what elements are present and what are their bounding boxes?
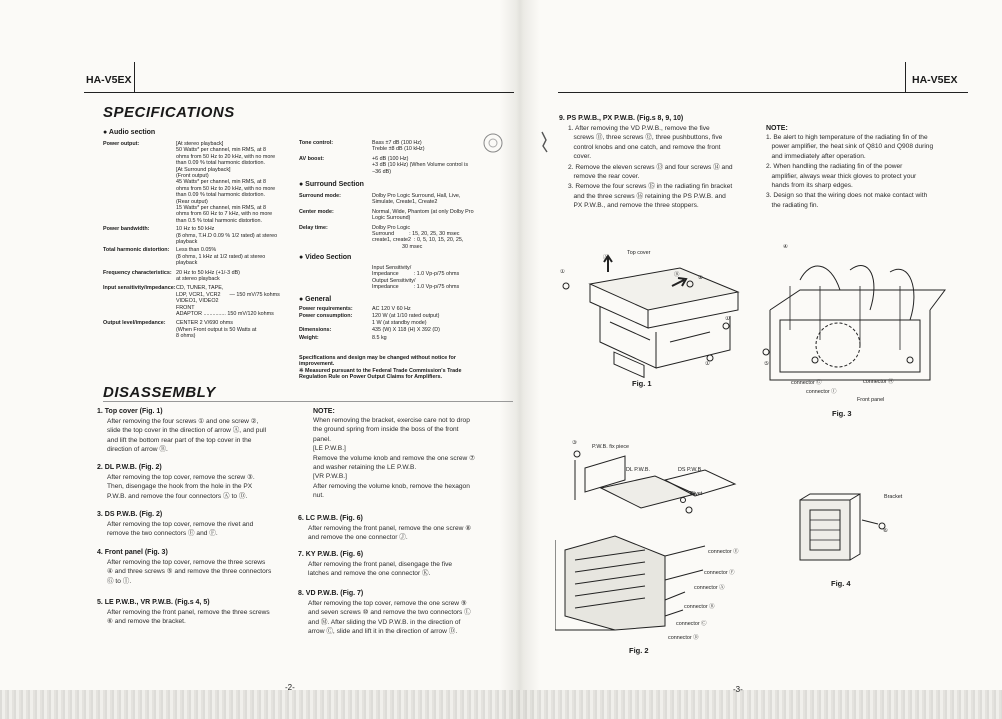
list-item: 1. After removing the VD P.W.B., remove the five screws ⑪, three screws ⑫, three pushbuttons, five control knobs and one catch, and remove the front cover. [568,125,723,161]
step-body: After removing the front panel, remove the three screws ⑥ and remove the bracket. [107,609,270,626]
step-body: After removing the top cover, remove the rivet and remove the two connectors Ⓔ and Ⓕ. [107,521,254,538]
spec-label: Power output: [103,141,140,147]
fig1-callout-1b: ① [725,316,730,322]
specifications-title: SPECIFICATIONS [103,104,235,121]
left-page-number: -2- [285,683,295,692]
disassembly-rule [103,401,513,402]
fig3-callout-4: ④ [783,244,788,250]
fig2-callout-3: ③ [572,440,577,446]
fig1-caption: Fig. 1 [632,379,652,388]
step-heading: 2. DL P.W.B. (Fig. 2) [97,464,162,471]
step-heading: 4. Front panel (Fig. 3) [97,549,168,556]
list-item: 2. When handling the radiating fin of the power amplifier, always wear thick gloves to protect your hands from its sharp edges. [766,163,917,189]
spec-value: +6 dB (100 Hz) +3 dB (10 kHz) (When Volume control is −36 dB) [372,155,469,175]
spec-value: CD, TUNER, TAPE, LDP, VCR1, VCR2 — 150 mV/75 kohms VIDEO1, VIDEO2 FRONT ADAPTOR ............... 150 mV/120 kohms [176,285,280,318]
spec-value: Bass ±7 dB (100 Hz) Treble ±8 dB (10 kHz) [372,140,425,153]
fig2-ds-pwb-label: DS P.W.B. [678,467,703,473]
spec-value: 10 Hz to 50 kHz (8 ohms, T.H.D 0.09 % 1/2 rated) at stereo playback [176,226,278,245]
spec-value: Less than 0.05% (8 ohms, 1 kHz at 1/2 rated) at stereo playback [176,247,266,267]
disassembly-title: DISASSEMBLY [103,384,216,401]
step-heading: 1. Top cover (Fig. 1) [97,408,163,415]
fig2-connector-b-label: connector Ⓑ [684,604,715,610]
fig3-front-panel-label: Front panel [857,397,885,403]
spec-value: 20 Hz to 50 kHz (+1/-3 dB) at stereo playback [176,269,240,282]
fig3-connector-g-label: connector Ⓖ [791,380,822,386]
spec-label: AV boost: [299,155,325,162]
fig1-callout-2: ② [698,275,703,281]
general-section-heading: ● General [299,296,332,303]
list-item: 3. Design so that the wiring does not make contact with the radiating fin. [766,192,928,209]
binder-hole-mark [480,130,506,156]
left-header-rule [84,92,514,93]
fig2-connector-f-label: connector Ⓕ [704,570,735,576]
list-item: 3. Remove the four screws ⑮ in the radiating fin bracket and the three screws ⑯ retaining the PS P.W.B. and PX P.W.B., and remove the three stoppers. [568,183,733,210]
spec-value: Normal, Wide, Phantom (at only Dolby Pro Logic Surround) [372,208,474,222]
fig4-callout-6: ⑥ [883,528,888,534]
list-item: 1. Be alert to high temperature of the radiating fin of the power amplifier, the heat sink of Q810 and Q908 during and immediately after operation. [766,134,934,160]
step-body: After removing the top cover, remove the one screw ⑨ and seven screws ⑩ and remove the two connectors Ⓛ and Ⓜ. After sliding the VD P.W.B. in the direction of arrow Ⓒ, slide and lift it in the direction of arrow Ⓓ. [308,600,471,636]
right-model-label: HA-V5EX [912,74,958,86]
spec-label: Input sensitivity/impedance: [103,285,176,292]
spec-label: Output level/impedance: [103,320,166,327]
step-body: After removing the front panel, remove the one screw ⑧ and remove the one connector Ⓙ. [308,525,472,542]
fig1-drawing [560,246,760,386]
fig1-callout-b: Ⓑ [674,272,680,278]
spec-value: AC 120 V 60 Hz [372,306,411,312]
left-model-label: HA-V5EX [86,74,132,86]
step-heading: 8. VD P.W.B. (Fig. 7) [298,590,364,597]
fig2-drawing [555,440,775,640]
step-body: After removing the top cover, remove the three screws ④ and three screws ⑤ and remove the three connectors Ⓖ to Ⓘ. [107,559,272,585]
right-note-heading: NOTE: [766,125,788,132]
spec-label: Delay time: [299,224,328,231]
page-spine [500,0,540,719]
list-item: 2. Remove the eleven screws ⑬ and four screws ⑭ and remove the rear cover. [568,163,733,180]
staple-mark [540,130,550,154]
scan-noise-strip [0,690,1002,719]
fig2-connector-e-label: connector Ⓔ [708,549,739,555]
fig3-drawing [760,250,950,400]
video-specs: Input Sensitivity/ Impedance : 1.0 Vp-p/75 ohms Output Sensitivity/ Impedance : 1.0 Vp-p/75 ohms [372,265,460,291]
spec-label: Power consumption: [299,313,353,320]
spec-label: Tone control: [299,140,334,146]
surround-section-heading: ● Surround Section [299,181,364,188]
fig3-caption: Fig. 3 [832,409,852,418]
fig2-connector-d-label: connector Ⓓ [668,635,699,641]
spec-label: Dimensions: [299,327,332,334]
spec-value: CENTER 2 V/690 ohms (When Front output is 50 Watts at 8 ohms) [176,320,257,340]
spec-label: Power requirements: [299,306,353,312]
audio-section-heading: ● Audio section [103,129,156,136]
spec-change-note: Specifications and design may be changed without notice for improvement. ※ Measured pursuant to the Federal Trade Commission's Trade Regulation Rule on Power Output Claims for Amplifiers. [299,355,462,381]
spec-value: [At stereo playback] 50 Watts* per channel, min RMS, at 8 ohms from 50 Hz to 20 kHz, with no more than 0.09 % total harmonic distortion. [At Surround playback] (Front output) 45 Watts* per channel, min RMS, at 8 ohms from 50 Hz to 20 kHz, with no more than 0.09 % total harmonic distortion. (Rear output) 15 Watts* per channel, min RMS, at 8 ohms from 60 Hz to 7 kHz, with no more than 0.5 % total harmonic distortion. [176,141,276,224]
video-section-heading: ● Video Section [299,254,352,261]
spec-value: Dolby Pro Logic Surround, Hall, Live, Simulate, Create1, Create2 [372,193,461,206]
step-body: After removing the front panel, disengage the five latches and remove the one connector Ⓚ. [308,561,453,578]
fig1-callout-a: Ⓐ [603,255,609,261]
fig1-callout-1a: ① [560,269,565,275]
right-page-number: -3- [733,685,743,694]
note-col2-body: When removing the bracket, exercise care not to drop the ground spring from inside the boss of the front panel. [LE P.W.B.] Remove the volume knob and remove the one screw ⑦ and washer retaining the LE P.W.B. [VR P.W.B.] After removing the volume knob, remove the hexagon nut. [313,417,476,500]
step-body: After removing the top cover, remove the screw ③. Then, disengage the hook from the hole in the PX P.W.B. and remove the four connectors Ⓐ to Ⓓ. [107,474,255,500]
fig3-connector-h-label: connector Ⓗ [863,379,894,385]
fig2-caption: Fig. 2 [629,646,649,655]
spec-value: 8.5 kg [372,334,387,341]
fig4-caption: Fig. 4 [831,579,851,588]
right-header-tick [905,62,906,93]
fig2-rivet-label: Rivet [690,491,703,497]
spec-label: Weight: [299,334,319,341]
spec-value: 120 W (at 1/10 rated output) 1 W (at standby mode) [372,313,440,326]
fig1-top-cover-label: Top cover [627,250,651,256]
step9-heading: 9. PS P.W.B., PX P.W.B. (Fig.s 8, 9, 10) [559,115,684,122]
note-col2-heading: NOTE: [313,408,335,415]
spec-label: Center mode: [299,208,334,215]
spec-label: Frequency characteristics: [103,269,172,276]
right-header-rule [558,92,968,93]
spec-value: Dolby Pro Logic Surround : 15, 20, 25, 30 msec create1, create2 : 0, 5, 10, 15, 20, 25, 30 msec [372,224,464,250]
step-body: After removing the four screws ① and one screw ②, slide the top cover in the direction of arrow Ⓐ, and pull and lift the bottom rear part of the top cover in the direction of arrow Ⓑ. [107,418,267,454]
spec-label: Power bandwidth: [103,226,150,233]
step-heading: 3. DS P.W.B. (Fig. 2) [97,511,163,518]
fig2-connector-a-label: connector Ⓐ [694,585,725,591]
fig2-pwb-fix-piece-label: P.W.B. fix piece [592,444,630,450]
spec-label: Surround mode: [299,193,341,199]
fig4-bracket-label: Bracket [884,494,903,500]
fig2-dl-pwb-label: DL P.W.B. [626,467,650,473]
fig3-callout-5: ⑤ [764,361,769,367]
fig1-callout-1c: ① [705,361,710,367]
step-heading: 7. KY P.W.B. (Fig. 6) [298,551,364,558]
step-heading: 6. LC P.W.B. (Fig. 6) [298,515,363,522]
fig2-connector-c-label: connector Ⓒ [676,621,707,627]
left-header-tick [134,62,135,93]
spec-value: 435 (W) X 118 (H) X 392 (D) [372,327,440,334]
fig3-connector-i-label: connector Ⓘ [806,389,837,395]
step-heading: 5. LE P.W.B., VR P.W.B. (Fig.s 4, 5) [97,599,210,606]
spec-label: Total harmonic distortion: [103,247,170,254]
